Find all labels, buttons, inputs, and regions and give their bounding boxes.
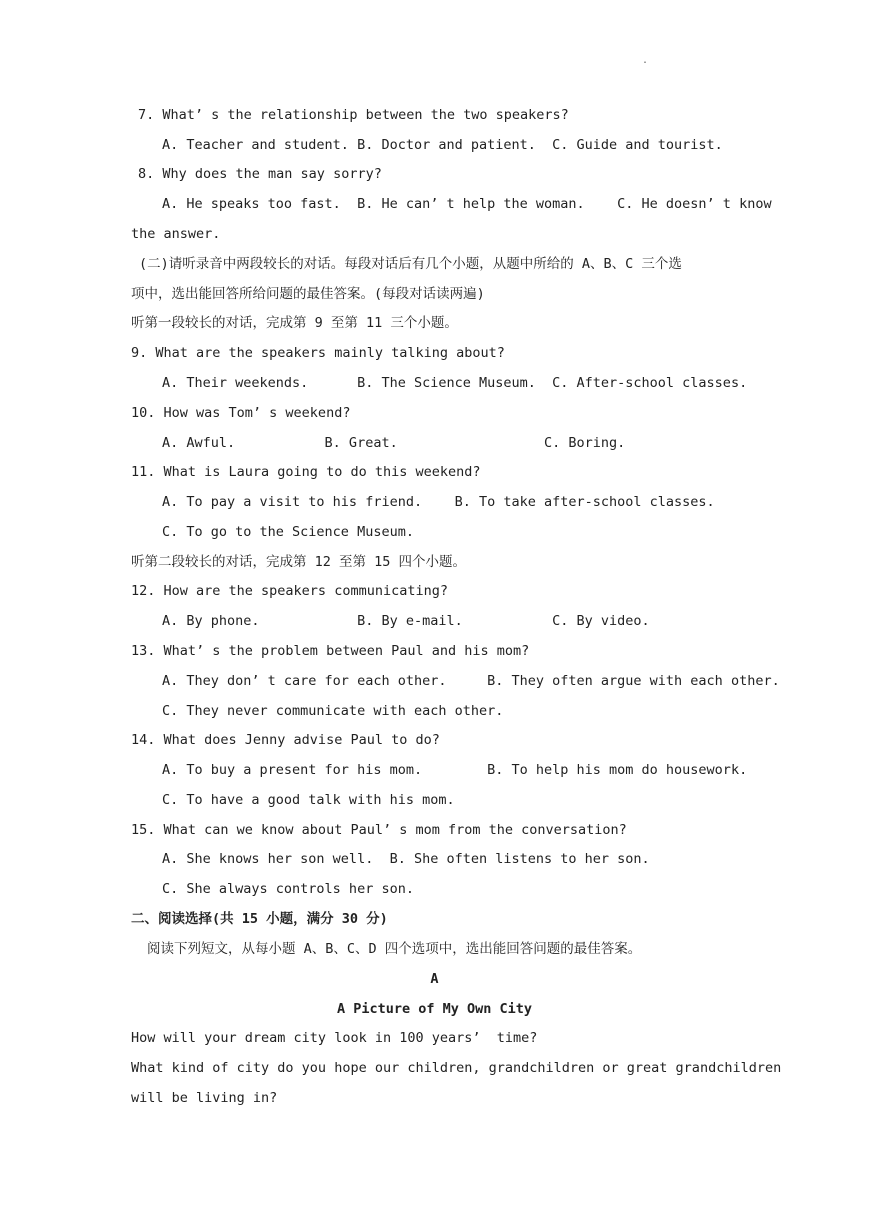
text-line: 9. What are the speakers mainly talking about? [131, 345, 505, 361]
text-line: A. By phone. B. By e-mail. C. By video. [162, 613, 650, 629]
text-line: How will your dream city look in 100 years’ time? [131, 1030, 538, 1046]
text-line: C. To have a good talk with his mom. [162, 792, 455, 808]
text-line: A [430, 971, 439, 987]
text-line: A. To pay a visit to his friend. B. To take after-school classes. [162, 494, 715, 510]
text-line: A. They don’ t care for each other. B. They often argue with each other. [162, 673, 780, 689]
text-line: the answer. [131, 226, 221, 242]
text-line: C. They never communicate with each other. [162, 703, 504, 719]
text-line: C. To go to the Science Museum. [162, 524, 414, 540]
text-line: A. To buy a present for his mom. B. To help his mom do housework. [162, 762, 748, 778]
text-line: (二)请听录音中两段较长的对话。每段对话后有几个小题，从题中所给的 A、B、C 三个选 [139, 256, 682, 272]
text-line: 12. How are the speakers communicating? [131, 583, 448, 599]
text-line: 二、阅读选择(共 15 小题，满分 30 分) [131, 911, 388, 927]
text-line: will be living in? [131, 1090, 278, 1106]
text-line: C. She always controls her son. [162, 881, 414, 897]
text-line: 7. What’ s the relationship between the two speakers? [138, 107, 569, 123]
text-line: 10. How was Tom’ s weekend? [131, 405, 351, 421]
text-line: 阅读下列短文，从每小题 A、B、C、D 四个选项中，选出能回答问题的最佳答案。 [147, 941, 642, 957]
text-line: A. Teacher and student. B. Doctor and patient. C. Guide and tourist. [162, 137, 723, 153]
text-line: A. He speaks too fast. B. He can’ t help the woman. C. He doesn’ t know [162, 196, 772, 212]
header-mark: . [642, 55, 649, 66]
text-line: A. Their weekends. B. The Science Museum. C. After-school classes. [162, 375, 748, 391]
text-line: 8. Why does the man say sorry? [138, 166, 382, 182]
text-line: What kind of city do you hope our children, grandchildren or great grandchildren [131, 1060, 782, 1076]
text-line: 11. What is Laura going to do this weekend? [131, 464, 481, 480]
text-line: A. She knows her son well. B. She often listens to her son. [162, 851, 650, 867]
text-line: A Picture of My Own City [336, 1001, 533, 1017]
text-line: A. Awful. B. Great. C. Boring. [162, 435, 626, 451]
text-line: 听第一段较长的对话，完成第 9 至第 11 三个小题。 [131, 315, 458, 331]
text-line: 14. What does Jenny advise Paul to do? [131, 732, 440, 748]
text-line: 15. What can we know about Paul’ s mom from the conversation? [131, 822, 627, 838]
text-line: 听第二段较长的对话，完成第 12 至第 15 四个小题。 [131, 554, 467, 570]
text-line: 项中，选出能回答所给问题的最佳答案。(每段对话读两遍) [131, 286, 485, 302]
text-line: 13. What’ s the problem between Paul and his mom? [131, 643, 530, 659]
